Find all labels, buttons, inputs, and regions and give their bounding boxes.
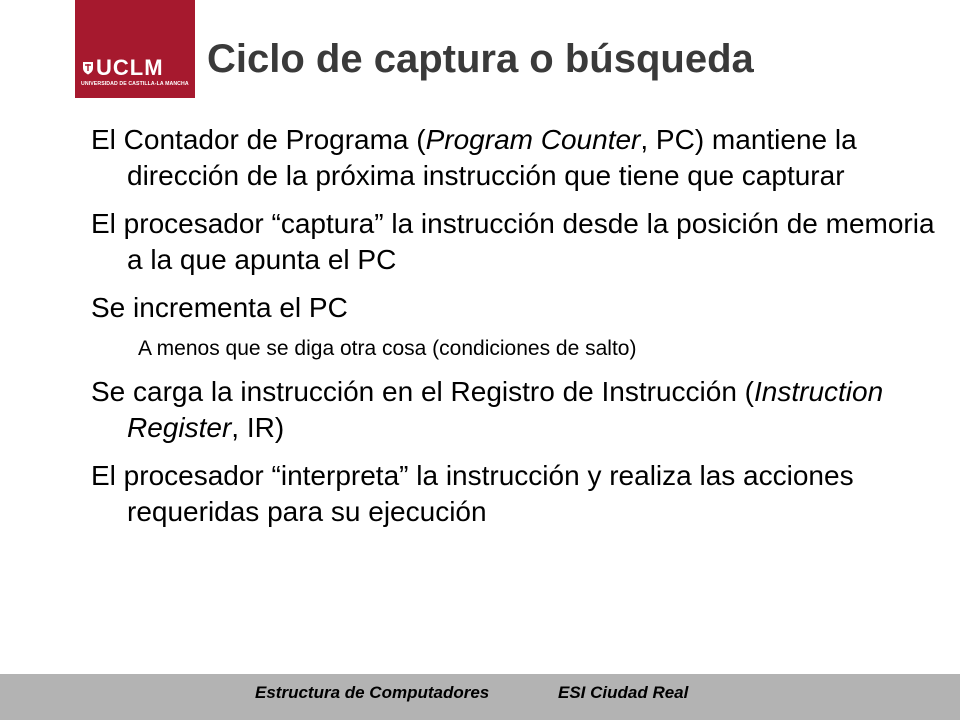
bullet-item xyxy=(91,374,936,446)
bullet-term: Program Counter xyxy=(425,124,641,155)
footer-school: ESI Ciudad Real xyxy=(558,683,689,702)
bullet-item xyxy=(91,122,936,194)
bullet-item xyxy=(91,458,936,530)
logo-subtitle: UNIVERSIDAD DE CASTILLA-LA MANCHA xyxy=(81,81,189,87)
bullet-text: El Contador de Programa ( xyxy=(91,124,426,155)
bullet-text: El procesador “captura” la instrucción desde la posición de memoria a la que apunta el PC xyxy=(91,208,935,275)
footer-course: Estructura de Computadores xyxy=(255,683,490,702)
uclm-logo xyxy=(75,0,195,98)
bullet-item xyxy=(91,206,936,278)
slide-title: Ciclo de captura o búsqueda xyxy=(207,37,754,81)
sub-bullet-item: A menos que se diga otra cosa (condiciones de salto) xyxy=(138,337,637,360)
bullet-item xyxy=(91,290,936,326)
shield-icon xyxy=(82,61,94,75)
slide-content xyxy=(91,122,936,542)
bullet-text: Se incrementa el PC xyxy=(91,292,348,323)
bullet-text: El procesador “interpreta” la instrucción y realiza las acciones requeridas para su ejecución xyxy=(91,460,854,527)
bullet-text: Se carga la instrucción en el Registro de Instrucción ( xyxy=(91,376,754,407)
bullet-text: , IR) xyxy=(231,412,285,443)
logo-text: UCLM xyxy=(96,55,164,80)
bullet-term: Instruction Register xyxy=(127,376,884,443)
footer-bar xyxy=(0,674,960,720)
bullet-text: , PC) mantiene la dirección de la próxima instrucción que tiene que capturar xyxy=(127,124,857,191)
